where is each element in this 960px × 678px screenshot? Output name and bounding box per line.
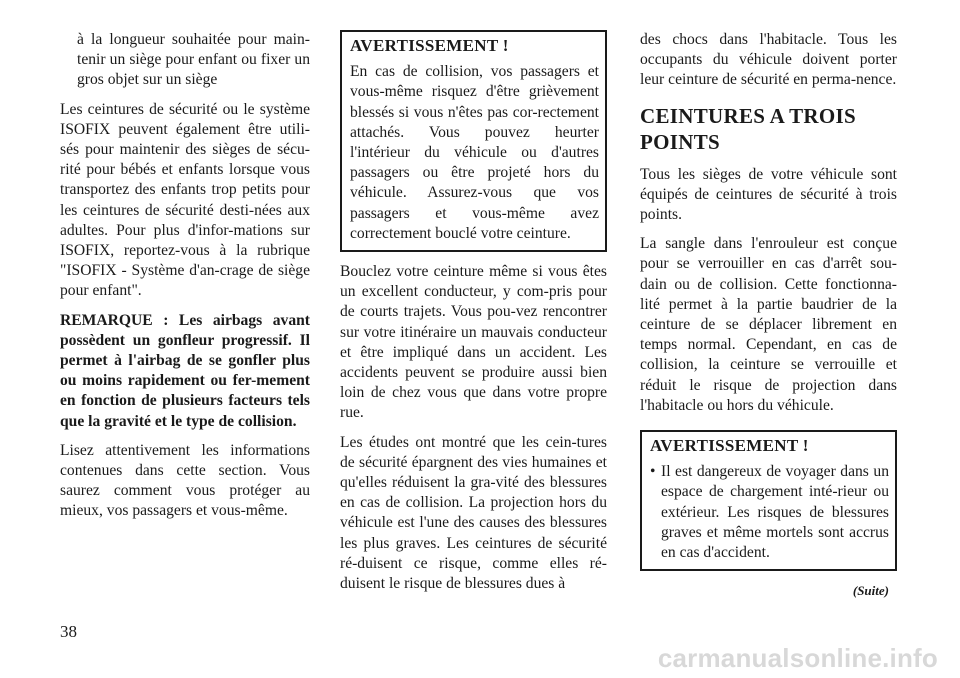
bullet-icon: • — [650, 463, 656, 481]
isofix-paragraph: Les ceintures de sécurité ou le système ISOFIX peuvent également être utili-sés pour maintenir des sièges de sécu-rité pour bébés et enfants lorsque vous transportez des enfants trop petits pour les ceintures de sécurité desti-nées aux adultes. Pour plus d'infor-mations sur ISOFIX, reportez-vous à la rubrique "ISOFIX - Système d'an-crage de siège pour enfant". — [60, 100, 310, 300]
buckle-up-paragraph: Bouclez votre ceinture même si vous êtes un excellent conducteur, y com-pris pour de courts trajets. Vous pou-vez rencontrer sur votre itinéraire un mauvais conducteur et être impliqué dans un accident. Les accidents peuvent se produire aussi bien loin de chez vous que dans votre propre rue. — [340, 263, 607, 422]
column-2 — [340, 30, 607, 603]
studies-paragraph: Les études ont montré que les cein-tures de sécurité épargnent des vies humaines et qu'elles réduisent la gra-vité des blessures en cas de collision. La projection hors du véhicule est l'une des causes des blessures les plus graves. Les ceintures de sécurité ré-duisent ce risque, comme elles ré-duisent le risque de blessures dues à — [340, 433, 607, 593]
read-carefully-paragraph: Lisez attentivement les informations contenues dans cette section. Vous saurez comment vous protéger au mieux, vos passagers et vous-même. — [60, 441, 310, 520]
warning-bullet-item — [650, 462, 889, 563]
column-1 — [60, 30, 310, 531]
paragraph-continuation: des chocs dans l'habitacle. Tous les occupants du véhicule doivent porter leur ceinture de sécurité en perma-nence. — [640, 31, 897, 89]
warning-title: AVERTISSEMENT ! — [350, 36, 509, 55]
warning-title: AVERTISSEMENT ! — [650, 436, 809, 456]
warning-bullet-text: Il est dangereux de voyager dans un espace de chargement inté-rieur ou extérieur. Les risques de blessures graves et même mortels sont accrus en cas d'accident. — [661, 463, 889, 562]
bullet-continuation: à la longueur souhaitée pour main-tenir un siège pour enfant ou fixer un gros objet sur un siège — [77, 31, 310, 89]
warning-text: En cas de collision, vos passagers et vous-même risquez d'être grièvement blessés si vous n'êtes pas cor-rectement attachés. Vous pouvez heurter l'intérieur du véhicule ou d'autres passagers ou être projeté hors du véhicule. Assurez-vous que vos passagers et vous-même avez correctement bouclé votre ceinture. — [350, 63, 599, 242]
warning-box-collision — [340, 30, 607, 252]
watermark: carmanualsonline.info — [657, 643, 938, 673]
section-heading: CEINTURES A TROIS POINTS — [640, 103, 856, 154]
remark-note: REMARQUE : Les airbags avant possèdent un gonfleur progressif. Il permet à l'airbag de se gonfler plus ou moins rapidement ou fer-mement en fonction de plusieurs facteurs tels que la gravité et le type de collision. — [60, 311, 310, 430]
continued-label: (Suite) — [852, 583, 889, 599]
three-point-paragraph: Tous les sièges de votre véhicule sont équipés de ceintures de sécurité à trois points. — [640, 165, 897, 224]
page-number: 38 — [60, 622, 77, 641]
retractor-paragraph: La sangle dans l'enrouleur est conçue pour se verrouiller en cas d'arrêt sou-dain ou de collision. Cette fonctionna-lité permet à la partie baudrier de la ceinture de se déplacer librement en temps normal. Cependant, en cas de collision, la ceinture se verrouille et réduit le risque de projection dans l'habitacle ou hors du véhicule. — [640, 235, 897, 414]
warning-box-cargo — [640, 430, 897, 571]
column-3 — [640, 30, 897, 601]
